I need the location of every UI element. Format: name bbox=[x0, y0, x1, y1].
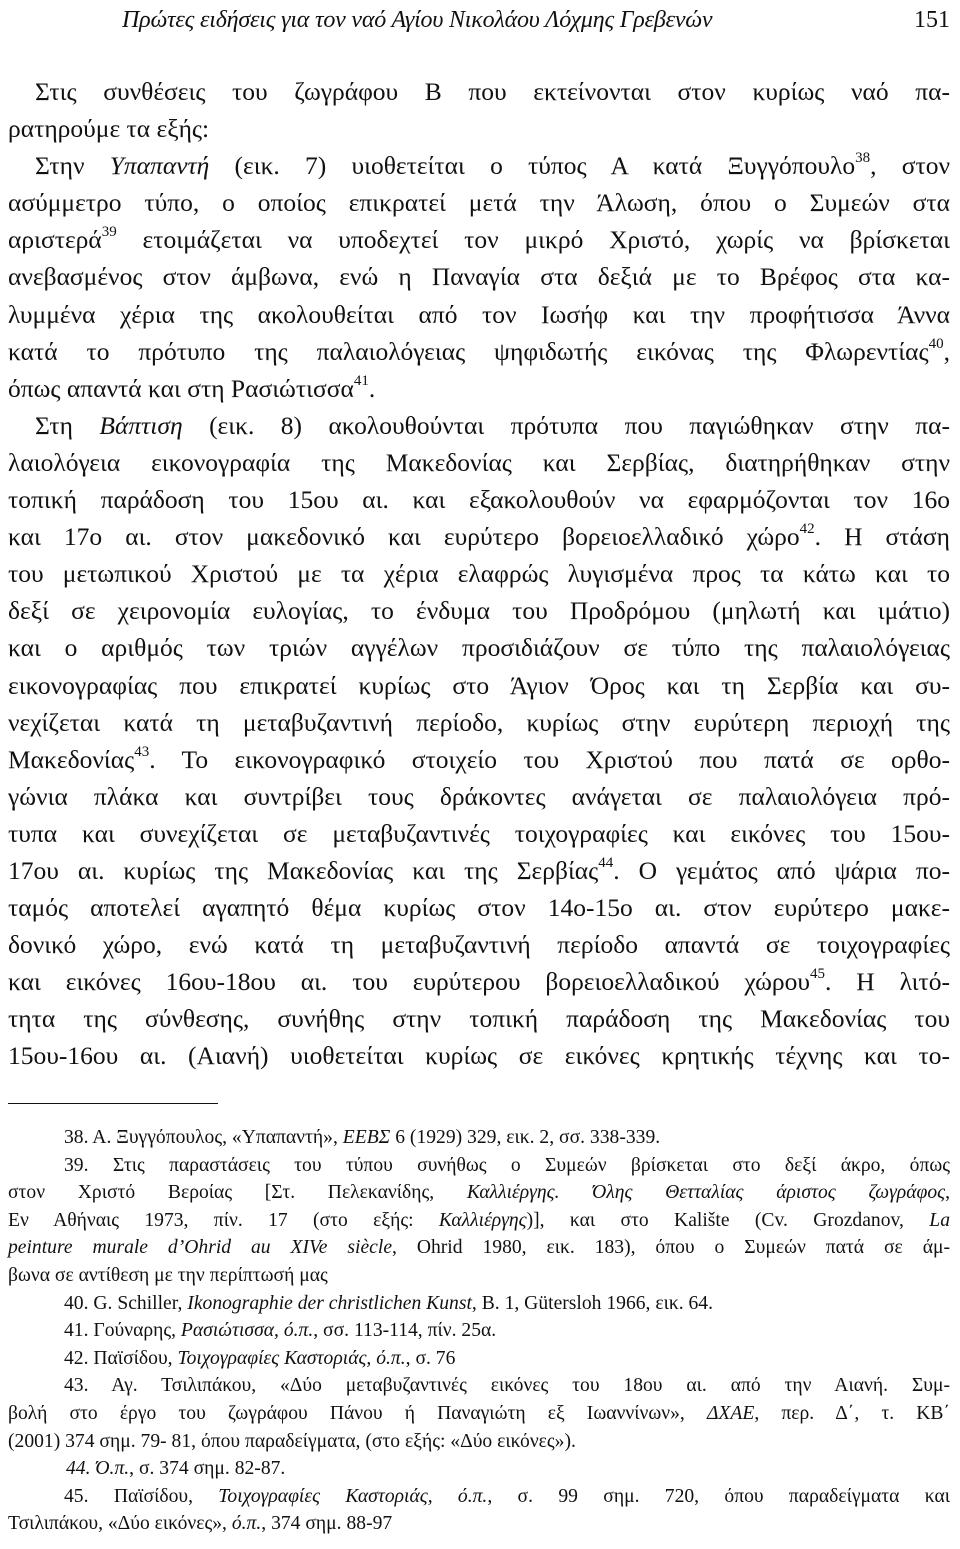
body-text bbox=[8, 73, 950, 1075]
text-line: ανεβασμένος στον άμβωνα, ενώ η Παναγία στα δεξιά με το Βρέφος στα κα- bbox=[8, 262, 950, 292]
text-line bbox=[8, 741, 950, 778]
text-span: , σ. 374 σημ. 82-87. bbox=[129, 1458, 286, 1480]
text-line: λαιολόγεια εικονογραφία της Μακεδονίας και Σερβίας, διατηρήθηκαν στην bbox=[8, 447, 950, 477]
italic-term: Τοιχογραφίες Καστοριάς, ό.π. bbox=[218, 1485, 488, 1507]
footnote-39-line bbox=[8, 1179, 950, 1207]
text-span: . bbox=[368, 373, 376, 403]
running-head bbox=[0, 2, 950, 38]
footnote-43: 43. Αγ. Τσιλιπάκου, «Δύο μεταβυζαντινές εικόνες του 18ου αι. από την Αιανή. Συμ- bbox=[64, 1375, 950, 1397]
italic-term: peinture murale d’Ohrid au XIVe siècle bbox=[8, 1237, 393, 1259]
footnote-divider bbox=[8, 1103, 218, 1104]
text-line bbox=[8, 852, 950, 889]
running-title: Πρώτες ειδήσεις για τον ναό Αγίου Νικολάου Λόχμης Γρεβενών bbox=[122, 7, 713, 33]
text-line: γώνια πλάκα και συντρίβει τους δράκοντες ανάγεται σε παλαιολόγεια πρό- bbox=[8, 781, 950, 811]
text-line bbox=[8, 407, 950, 444]
text-span: . Ο γεμάτος από ψάρια πο- bbox=[613, 855, 950, 885]
footnotes bbox=[8, 1124, 950, 1538]
text-line: ταμός αποτελεί αγαπητό θέμα κυρίως στον 14ο-15ο αι. στον ευρύτερο μακε- bbox=[8, 893, 950, 923]
text-span: Τσιλιπάκου, «Δύο εικόνες», bbox=[8, 1513, 232, 1535]
italic-term: Καλλιέργης bbox=[438, 1209, 527, 1231]
italic-term: ΕΕΒΣ bbox=[342, 1127, 391, 1148]
footnote-43-line bbox=[8, 1400, 950, 1428]
italic-term: ΔΧΑΕ bbox=[706, 1402, 755, 1424]
text-span: . Η λιτό- bbox=[825, 967, 950, 997]
text-span: 6 (1929) 329, εικ. 2, σσ. 338-339. bbox=[390, 1127, 661, 1148]
footnote-39-line bbox=[8, 1234, 950, 1262]
text-span: και 17ο αι. στον μακεδονικό και ευρύτερο βορειοελλαδικό χώρο bbox=[8, 522, 800, 552]
text-line bbox=[8, 147, 950, 184]
text-span: . Η στάση bbox=[814, 522, 950, 552]
footnote-40 bbox=[8, 1290, 950, 1318]
text-span: . Το εικονογραφικό στοιχείο του Χριστού που πατά σε ορθο- bbox=[149, 744, 950, 774]
text-span: , σσ. 113-114, πίν. 25α. bbox=[313, 1320, 497, 1342]
text-line bbox=[8, 221, 950, 258]
text-span: Μακεδονίας bbox=[8, 744, 135, 774]
italic-term: 44. Ό.π. bbox=[66, 1458, 130, 1480]
text-span: , 374 σημ. 88-97 bbox=[261, 1513, 393, 1535]
text-line: τητα της σύνθεσης, συνήθης στην τοπική παράδοση της Μακεδονίας του bbox=[8, 1004, 950, 1034]
footnote-45-line bbox=[8, 1510, 950, 1538]
text-span: (εικ. 8) ακολουθούνται πρότυπα που παγιώθηκαν στην πα- bbox=[182, 410, 950, 440]
text-line bbox=[8, 963, 950, 1000]
text-span: 41. Γούναρης, bbox=[64, 1320, 181, 1342]
footnote-38 bbox=[8, 1124, 950, 1152]
text-line: λυμμένα χέρια της ακολουθείται από τον Ιωσήφ και την προφήτισσα Άννα bbox=[8, 299, 950, 329]
text-span: , bbox=[945, 1182, 950, 1204]
italic-term: Βάπτιση bbox=[99, 410, 183, 440]
page-number: 151 bbox=[914, 7, 950, 33]
italic-term: Ikonographie der christlichen Kunst bbox=[187, 1292, 472, 1314]
text-span: , σ. 76 bbox=[405, 1347, 456, 1369]
text-line: ασύμμετρο τύπο, ο οποίος επικρατεί μετά την Άλωση, όπου ο Συμεών στα bbox=[8, 188, 950, 218]
text-line: εικονογραφίας που επικρατεί κυρίως στο Άγιον Όρος και τη Σερβία και συ- bbox=[8, 670, 950, 700]
text-span: , σ. 99 σημ. 720, όπου παραδείγματα και bbox=[487, 1485, 950, 1507]
text-line: ρατηρούμε τα εξής: bbox=[8, 114, 210, 144]
text-span: 17ου αι. κυρίως της Μακεδονίας και της Σερβίας bbox=[8, 855, 599, 885]
italic-term: Καλλιέργης. Όλης Θετταλίας άριστος ζωγράφος bbox=[466, 1182, 946, 1204]
text-line: 15ου-16ου αι. (Αιανή) υιοθετείται κυρίως σε εικόνες κρητικής τέχνης και το- bbox=[8, 1041, 950, 1071]
text-span: όπως απαντά και στη Ρασιώτισσα bbox=[8, 373, 354, 403]
italic-term: Υπαπαντή bbox=[109, 151, 210, 181]
footnote-44 bbox=[8, 1455, 950, 1483]
text-span: 38. Α. Ξυγγόπουλος, «Υπαπαντή», bbox=[64, 1127, 343, 1148]
text-span: Εν Αθήναις 1973, πίν. 17 (στο εξής: bbox=[8, 1209, 439, 1231]
text-span: βολή στο έργο του ζωγράφου Πάνου ή Παναγιώτη εξ Ιωαννίνων», bbox=[8, 1402, 707, 1424]
text-span: κατά το πρότυπο της παλαιολόγειας ψηφιδωτής εικόνας της Φλωρεντίας bbox=[8, 336, 929, 366]
text-line: δονικό χώρο, ενώ κατά τη μεταβυζαντινή περίοδο απαντά σε τοιχογραφίες bbox=[8, 930, 950, 960]
text-span: , στον bbox=[870, 151, 950, 181]
text-span: , περ. Δ΄, τ. ΚΒ΄ bbox=[754, 1402, 950, 1424]
footnote-ref[interactable]: 38 bbox=[855, 150, 871, 167]
text-span: , B. 1, Gütersloh 1966, εικ. 64. bbox=[471, 1292, 713, 1314]
footnote-ref[interactable]: 43 bbox=[134, 743, 150, 760]
italic-term: La bbox=[929, 1209, 950, 1231]
footnote-42 bbox=[8, 1345, 950, 1373]
text-line bbox=[8, 333, 950, 370]
footnote-ref[interactable]: 40 bbox=[928, 335, 944, 352]
text-line: τοπική παράδοση του 15ου αι. και εξακολουθούν να εφαρμόζονται τον 16ο bbox=[8, 485, 950, 515]
footnote-39-line bbox=[8, 1207, 950, 1235]
text-line: και ο αριθμός των τριών αγγέλων προσιδιάζουν σε τύπο της παλαιολόγειας bbox=[8, 633, 950, 663]
italic-term: Τοιχογραφίες Καστοριάς, ό.π. bbox=[177, 1347, 406, 1369]
footnote-39-line: βωνα σε αντίθεση με την περίπτωσή μας bbox=[8, 1264, 328, 1286]
text-line: του μετωπικού Χριστού με τα χέρια ελαφρώς λυγισμένα προς τα κάτω και το bbox=[8, 559, 950, 589]
footnote-ref[interactable]: 41 bbox=[353, 372, 369, 389]
text-span: )], και στο Kalište (Cv. Grozdanov, bbox=[526, 1209, 930, 1231]
footnote-ref[interactable]: 45 bbox=[810, 966, 825, 983]
text-span: και εικόνες 16ου-18ου αι. του ευρύτερου βορειοελλαδικού χώρου bbox=[8, 967, 810, 997]
text-span: , Ohrid 1980, εικ. 183), όπου ο Συμεών πατά σε άμ- bbox=[392, 1237, 950, 1259]
text-line bbox=[8, 518, 950, 555]
text-span: στον Χριστό Βεροίας [Στ. Πελεκανίδης, bbox=[8, 1182, 467, 1204]
italic-term: Ρασιώτισσα, ό.π. bbox=[180, 1320, 314, 1342]
text-span: 40. G. Schiller, bbox=[64, 1292, 188, 1314]
text-line: δεξί σε χειρονομία ευλογίας, το ένδυμα του Προδρόμου (μηλωτή και ιμάτιο) bbox=[8, 596, 950, 626]
text-line: νεχίζεται κατά τη μεταβυζαντινή περίοδο, κυρίως στην ευρύτερη περιοχή της bbox=[8, 707, 950, 737]
text-line: τυπα και συνεχίζεται σε μεταβυζαντινές τοιχογραφίες και εικόνες του 15ου- bbox=[8, 818, 950, 848]
footnote-ref[interactable]: 42 bbox=[799, 521, 815, 538]
text-span: 45. Παϊσίδου, bbox=[64, 1485, 219, 1507]
footnote-43-line: (2001) 374 σημ. 79- 81, όπου παραδείγματα, (στο εξής: «Δύο εικόνες»). bbox=[8, 1430, 576, 1452]
footnote-ref[interactable]: 39 bbox=[101, 224, 117, 241]
text-span: αριστερά bbox=[8, 225, 102, 255]
text-line: Στις συνθέσεις του ζωγράφου Β που εκτείνονται στον κυρίως ναό πα- bbox=[35, 77, 950, 106]
text-span: ετοιμάζεται να υποδεχτεί τον μικρό Χριστό, χωρίς να βρίσκεται bbox=[116, 225, 950, 255]
footnote-45 bbox=[8, 1483, 950, 1511]
text-line bbox=[8, 370, 950, 407]
footnote-39: 39. Στις παραστάσεις του τύπου συνήθως ο Συμεών βρίσκεται στο δεξί άκρο, όπως bbox=[64, 1154, 950, 1176]
text-span: Στην bbox=[35, 151, 110, 181]
text-span: 42. Παϊσίδου, bbox=[64, 1347, 178, 1369]
text-span: (εικ. 7) υιοθετείται ο τύπος Α κατά Ξυγγόπουλο bbox=[209, 151, 856, 181]
text-span: Στη bbox=[35, 410, 100, 440]
footnote-41 bbox=[8, 1317, 950, 1345]
footnote-ref[interactable]: 44 bbox=[598, 854, 614, 871]
text-span: , bbox=[943, 336, 950, 366]
italic-term: ό.π. bbox=[231, 1513, 262, 1535]
